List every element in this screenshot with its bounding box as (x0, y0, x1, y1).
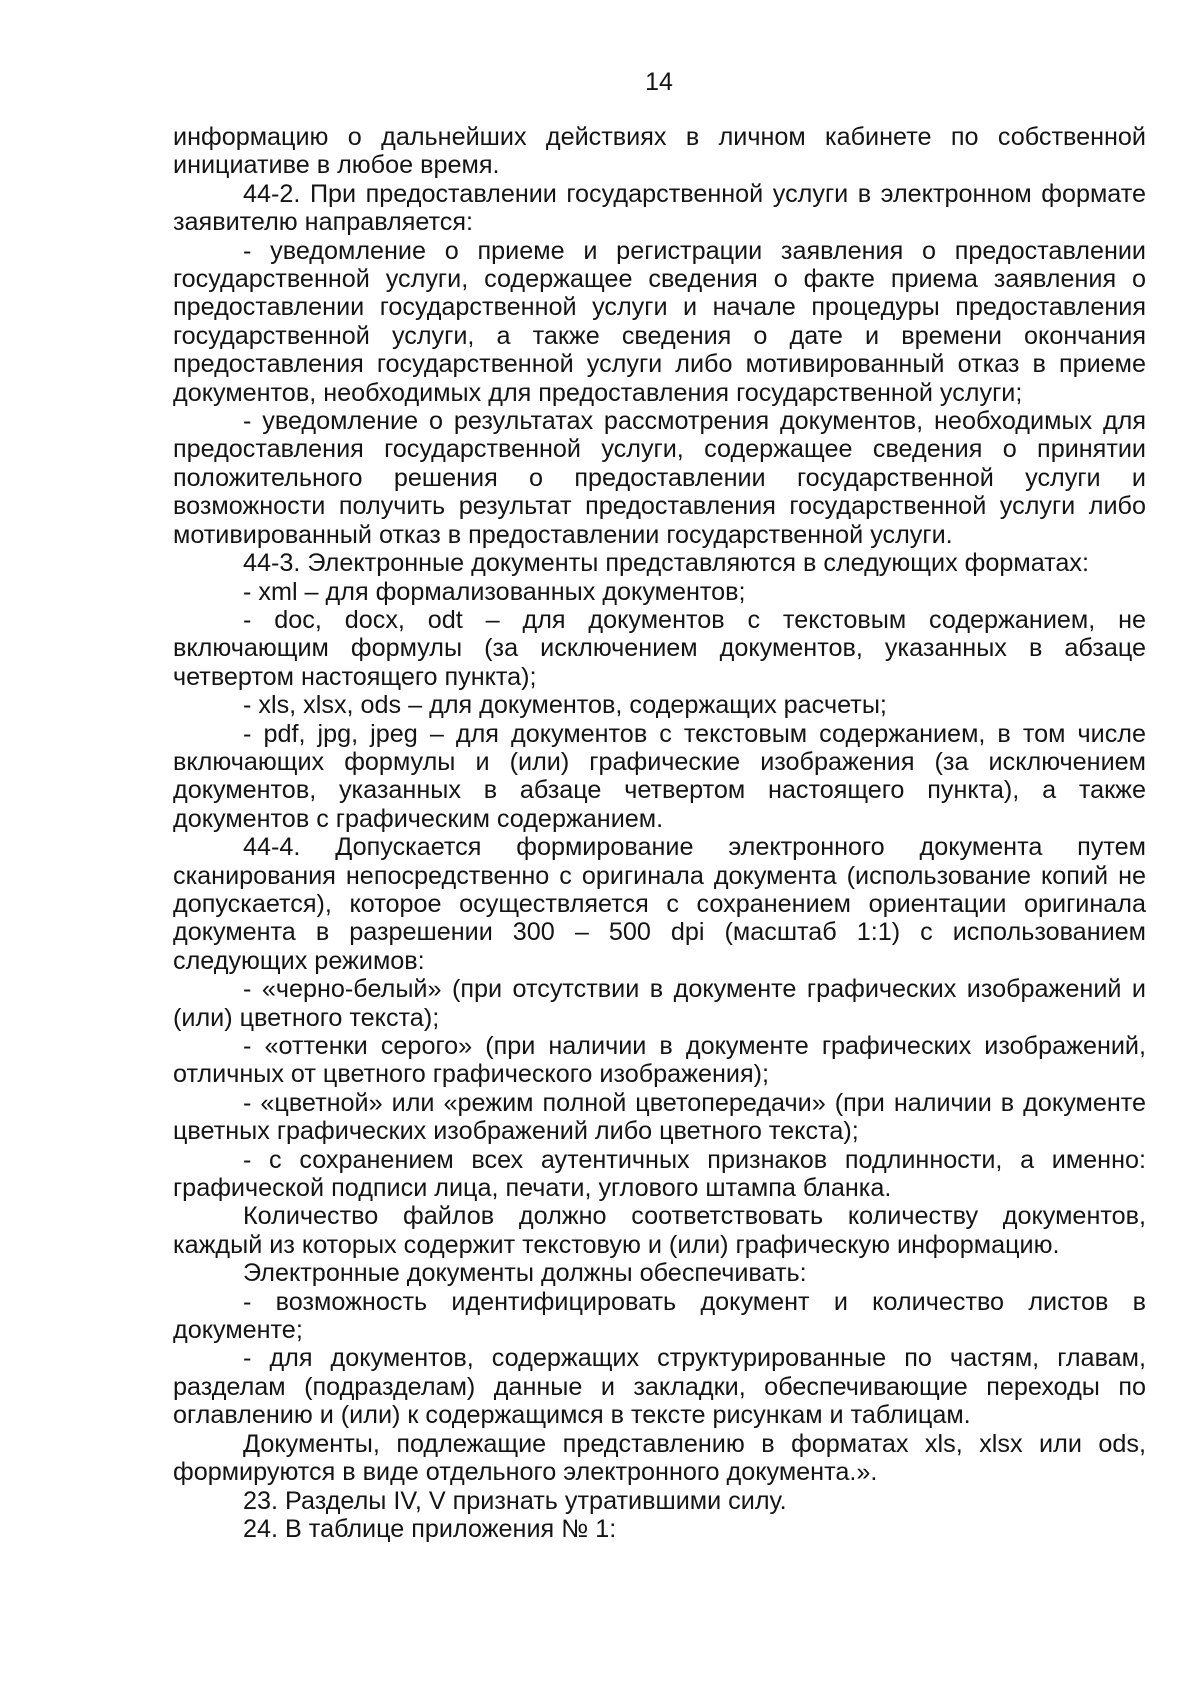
paragraph-item-24: 24. В таблице приложения № 1: (243, 1514, 617, 1543)
paragraph-requirements-intro: Электронные документы должны обеспечивать: (243, 1259, 807, 1288)
paragraph-notice-receipt: - уведомление о приеме и регистрации заявления о предоставлении государственной услуги, содержащее сведения о факте приема заявления о предоставлении государственной услуги и начале процедуры предоставления государственной услуги, а также сведения о дате и времени окончания предоставления государственной услуги либо мотивированный отказ в приеме документов, необходимых для предоставления государственной услуги; (173, 236, 1146, 407)
paragraph-44-3: 44-3. Электронные документы представляются в следующих форматах: (243, 549, 1090, 578)
paragraph-requirement-structure: - для документов, содержащих структурированные по частям, главам, разделам (подразделам) данные и закладки, обеспечивающие переходы по оглавлению и (или) к содержащимся в тексте рисункам и таблицам. (173, 1344, 1146, 1430)
paragraph-mode-color: - «цветной» или «режим полной цветопередачи» (при наличии в документе цветных графических изображений либо цветного текста); (173, 1088, 1146, 1146)
document-body (173, 123, 1146, 1543)
paragraph-44-2: 44-2. При предоставлении государственной услуги в электронном формате заявителю направляется: (173, 179, 1146, 237)
paragraph-item-23: 23. Разделы IV, V признать утратившими силу. (243, 1486, 787, 1515)
paragraph-format-xml: - xml – для формализованных документов; (243, 577, 746, 606)
paragraph-file-count: Количество файлов должно соответствовать количеству документов, каждый из которых содержит текстовую и (или) графическую информацию. (173, 1202, 1146, 1259)
paragraph-continuation: информацию о дальнейших действиях в личном кабинете по собственной инициативе в любое время. (173, 123, 1146, 180)
paragraph-spreadsheets: Документы, подлежащие представлению в форматах xls, xlsx или ods, формируются в виде отдельного электронного документа.». (173, 1429, 1146, 1487)
page-number: 14 (645, 68, 673, 96)
paragraph-format-doc: - doc, docx, odt – для документов с текстовым содержанием, не включающим формулы (за исключением документов, указанных в абзаце четвертом настоящего пункта); (173, 605, 1146, 691)
paragraph-requirement-identify: - возможность идентифицировать документ и количество листов в документе; (173, 1287, 1146, 1345)
paragraph-mode-grayscale: - «оттенки серого» (при наличии в документе графических изображений, отличных от цветного графического изображения); (173, 1032, 1146, 1089)
paragraph-format-pdf: - pdf, jpg, jpeg – для документов с текстовым содержанием, в том числе включающих формулы и (или) графические изображения (за исключением документов, указанных в абзаце четвертом настоящего пункта), а также документов с графическим содержанием. (173, 719, 1146, 833)
paragraph-notice-results: - уведомление о результатах рассмотрения документов, необходимых для предоставления государственной услуги, содержащее сведения о принятии положительного решения о предоставлении государственной услуги и возможности получить результат предоставления государственной услуги либо мотивированный отказ в предоставлении государственной услуги. (173, 407, 1146, 549)
paragraph-format-xls: - xls, xlsx, ods – для документов, содержащих расчеты; (243, 691, 887, 720)
paragraph-authenticity: - с сохранением всех аутентичных признаков подлинности, а именно: графической подписи лица, печати, углового штампа бланка. (173, 1145, 1146, 1203)
paragraph-mode-bw: - «черно-белый» (при отсутствии в документе графических изображений и (или) цветного текста); (173, 975, 1146, 1032)
paragraph-44-4: 44-4. Допускается формирование электронного документа путем сканирования непосредственно с оригинала документа (использование копий не допускается), которое осуществляется с сохранением ориентации оригинала документа в разрешении 300 – 500 dpi (масштаб 1:1) с использованием следующих режимов: (173, 833, 1146, 975)
